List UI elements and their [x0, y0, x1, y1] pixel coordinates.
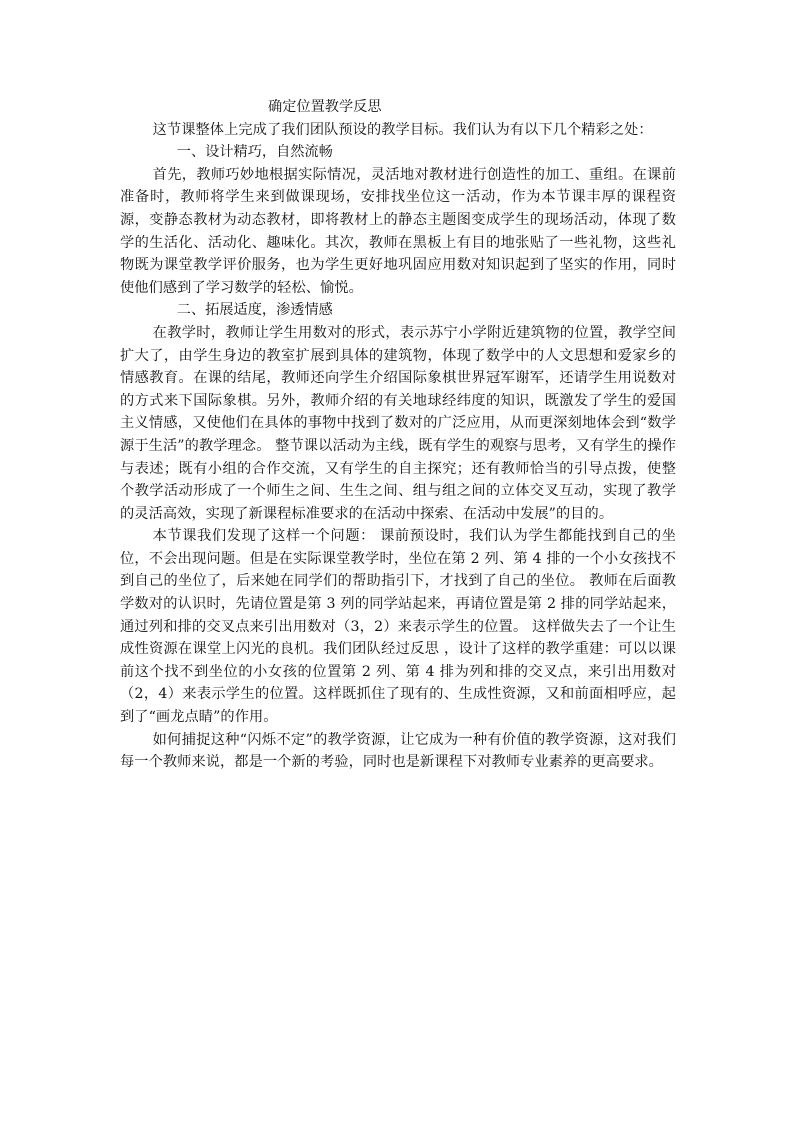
document-page: [120, 96, 676, 774]
section-paragraph-design: 首先，教师巧妙地根据实际情况，灵活地对教材进行创造性的加工、重组。在课前准备时，教师将学生来到做课现场，安排找坐位这一活动，作为本节课丰厚的课程资源，变静态教材为动态教材，即将教材上的静态主题图变成学生的现场活动，体现了数学的生活化、活动化、趣味化。其次，教师在黑板上有目的地张贴了一些礼物，这些礼物既为课堂教学评价服务，也为学生更好地巩固应用数对知识起到了坚实的作用，同时使他们感到了学习数学的轻松、愉悦。: [120, 166, 676, 296]
document-title: 确定位置教学反思: [268, 99, 382, 115]
section-heading-design: 一、设计精巧，自然流畅: [176, 144, 333, 161]
section-paragraph-extension: 在教学时，教师让学生用数对的形式，表示苏宁小学附近建筑物的位置，教学空间扩大了，由学生身边的教室扩展到具体的建筑物，体现了数学中的人文思想和爱家乡的情感教育。在课的结尾，教师还向学生介绍国际象棋世界冠军谢军，还请学生用说数对的方式来下国际象棋。另外，教师介绍的有关地球经纬度的知识，既激发了学生的爱国主义情感，又使他们在具体的事物中找到了数对的广泛应用，从而更深刻地体会到“数学源于生活”的教学理念。 整节课以活动为主线，既有学生的观察与思考，又有学生的操作与表述；既有小组的合作交流，又有学生的自主探究；还有教师恰当的引导点拨，使整个教学活动形成了一个师生之间、生生之间、组与组之间的立体交叉互动，实现了教学的灵活高效，实现了新课程标准要求的在活动中探索、在活动中发展”的目的。: [120, 324, 676, 522]
section-heading-extension: 二、拓展适度，渗透情感: [176, 302, 333, 319]
intro-paragraph: 这节课整体上完成了我们团队预设的教学目标。我们认为有以下几个精彩之处：: [152, 121, 653, 138]
closing-paragraph: 如何捕捉这种“闪烁不定”的教学资源，让它成为一种有价值的教学资源，这对我们每一个教师来说，都是一个新的考验，同时也是新课程下对教师专业素养的更高要求。: [120, 731, 676, 771]
problem-paragraph: 本节课我们发现了这样一个问题： 课前预设时，我们认为学生都能找到自己的坐位，不会出现问题。但是在实际课堂教学时，坐位在第 2 列、第 4 排的一个小女孩找不到自己的坐位了，后来她在同学们的帮助指引下，才找到了自己的坐位。 教师在后面教学数对的认识时，先请位置是第 3 列的同学站起来，再请位置是第 2 排的同学站起来，通过列和排的交叉点来引出用数对（3，2）来表示学生的位置。 这样做失去了一个让生成性资源在课堂上闪光的良机。我们团队经过反思 ，设计了这样的教学重建：可以以课前这个找不到坐位的小女孩的位置第 2 列、第 4 排为列和排的交叉点，来引出用数对（2，4）来表示学生的位置。这样既抓住了现有的、生成性资源，又和前面相呼应，起到了“画龙点睛”的作用。: [120, 528, 676, 726]
